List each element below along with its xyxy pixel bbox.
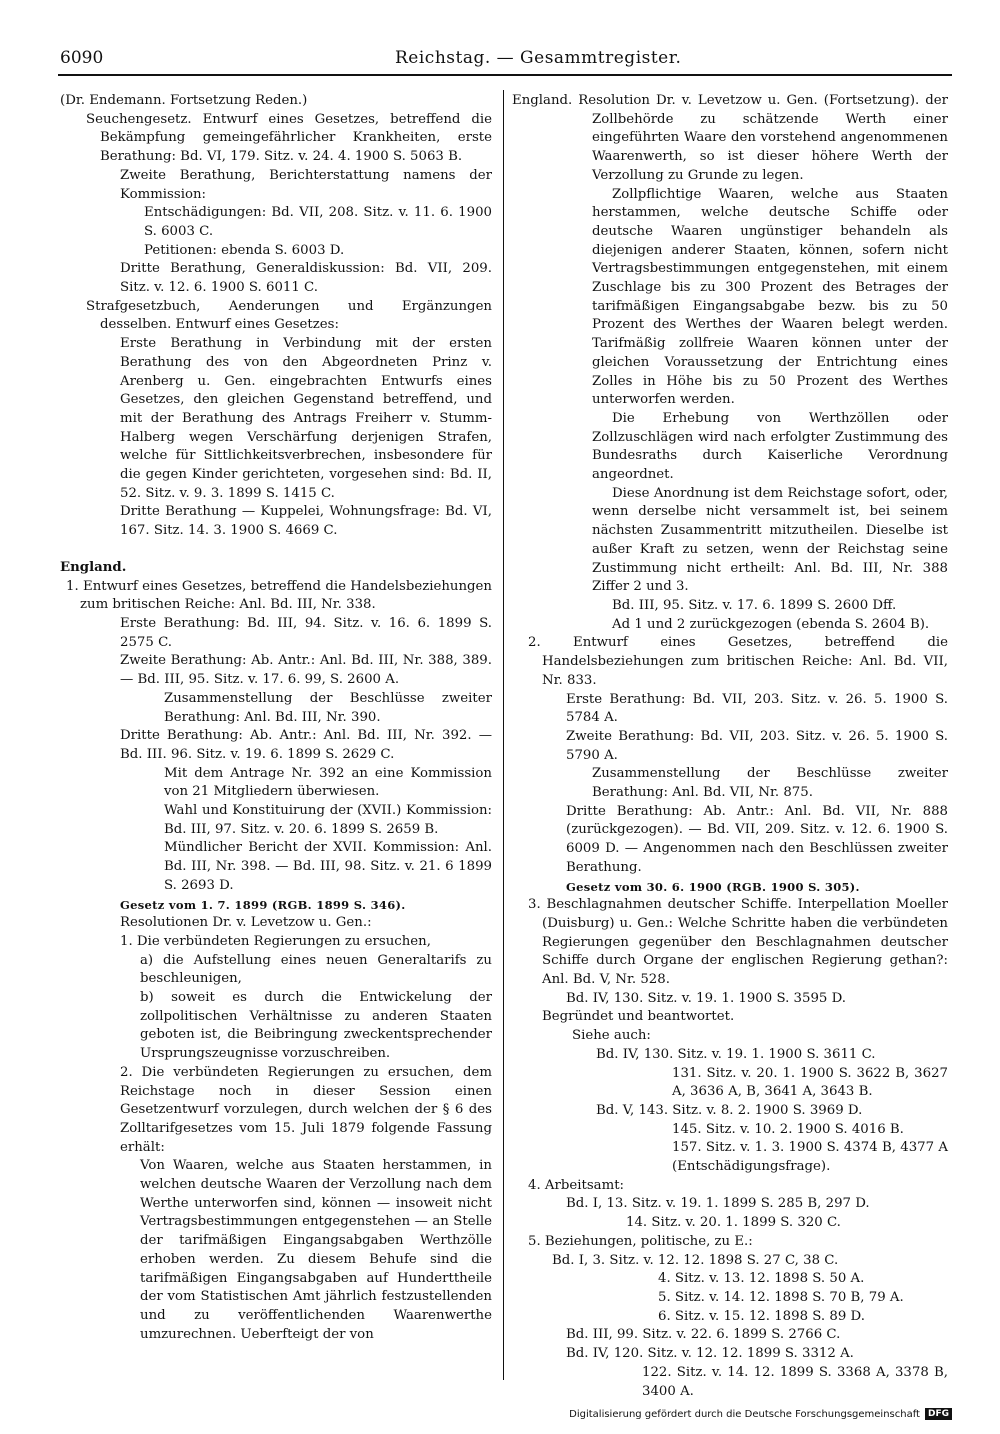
index-entry: b) soweit es durch die Entwickelung der zollpolitischen Verhältnisse zu anderen Staaten geboten ist, die Beibringung zweckentsprechender Ursprungszeugnisse vorzuschreiben.	[140, 990, 492, 1062]
footer	[569, 1408, 952, 1420]
index-entry: Erste Berathung: Bd. III, 94. Sitz. v. 16. 6. 1899 S. 2575 C.	[120, 615, 492, 650]
index-entry: 14. Sitz. v. 20. 1. 1899 S. 320 C.	[626, 1215, 841, 1231]
index-entry: 4. Sitz. v. 13. 12. 1898 S. 50 A.	[658, 1271, 865, 1287]
section-heading: England.	[60, 559, 127, 575]
index-entry: 1. Die verbündeten Regierungen zu ersuchen,	[120, 933, 431, 949]
index-entry: Bd. III, 95. Sitz. v. 17. 6. 1899 S. 2600 Dff.	[612, 597, 897, 613]
right-column	[512, 92, 948, 1401]
index-entry: 157. Sitz. v. 1. 3. 1900 S. 4374 B, 4377 A (Entschädigungsfrage).	[672, 1140, 948, 1175]
index-entry: 1. Entwurf eines Gesetzes, betreffend die Handelsbeziehungen zum britischen Reiche: Anl. Bd. III, Nr. 338.	[66, 578, 492, 613]
index-entry: 2. Entwurf eines Gesetzes, betreffend die Handelsbeziehungen zum britischen Reiche: Anl. Bd. VII, Nr. 833.	[528, 635, 948, 688]
left-column	[60, 92, 492, 1344]
index-entry: Die Erhebung von Werthzöllen oder Zollzuschlägen wird nach erfolgter Zustimmung des Bundesraths durch Kaiserliche Verordnung angeordnet.	[592, 410, 948, 483]
index-entry: Wahl und Konstituirung der (XVII.) Kommission: Bd. III, 97. Sitz. v. 20. 6. 1899 S. 2659 B.	[164, 803, 492, 837]
column-divider	[503, 90, 504, 1380]
entry-spacer	[60, 541, 492, 559]
index-entry: Von Waaren, welche aus Staaten herstammen, in welchen deutsche Waaren der Verzollung nach dem Werthe unterworfen sind, können — insoweit nicht Vertragsbestimmungen entgegenstehen — an Stelle der tarifmäßigen Eingangsabgaben Werthzölle erhoben werden. Zu diesem Behufe sind die tarifmäßigen Eingangsabgaben auf Hunderttheile der vom Statistischen Amt jährlich festzustellenden und zu veröffentlichenden Waarenwerthe umzurechnen. Ueberfteigt der von	[140, 1158, 492, 1342]
index-entry: a) die Aufstellung eines neuen Generaltarifs zu beschleunigen,	[140, 952, 492, 987]
index-entry: Erste Berathung in Verbindung mit der ersten Berathung des von den Abgeordneten Prinz v. Arenberg u. Gen. eingebrachten Entwurfs eines Gesetzes, den gleichen Gegenstand betreffend, und mit der Berathung des Antrags Freiherr v. Stumm-Halberg wegen Verschärfung derjenigen Strafen, welche für Sittlichkeitsverbrechen, insbesondere für die gegen Kinder gerichteten, vorgesehen sind: Bd. II, 52. Sitz. v. 9. 3. 1899 S. 1415 C.	[120, 336, 492, 501]
index-entry: Dritte Berathung — Kuppelei, Wohnungsfrage: Bd. VI, 167. Sitz. 14. 3. 1900 S. 4669 C.	[120, 504, 492, 539]
dfg-logo: DFG	[925, 1408, 952, 1420]
index-entry: Bd. IV, 130. Sitz. v. 19. 1. 1900 S. 3595 D.	[566, 990, 847, 1006]
index-entry: Dritte Berathung: Ab. Antr.: Anl. Bd. III, Nr. 392. — Bd. III. 96. Sitz. v. 19. 6. 1899 S. 2629 C.	[120, 728, 492, 762]
index-entry: Zusammenstellung der Beschlüsse zweiter Berathung: Anl. Bd. III, Nr. 390.	[164, 690, 492, 725]
footer-credit: Digitalisierung gefördert durch die Deutsche Forschungsgemeinschaft	[569, 1408, 920, 1420]
index-entry: Diese Anordnung ist dem Reichstage sofort, oder, wenn derselbe nicht versammelt ist, bei seinem nächsten Zusammentritt mitzutheilen. Dieselbe ist außer Kraft zu setzen, wenn der Reichstag seine Zustimmung nicht ertheilt: Anl. Bd. III, Nr. 388 Ziffer 2 und 3.	[592, 485, 948, 595]
index-entry: 131. Sitz. v. 20. 1. 1900 S. 3622 B, 3627 A, 3636 A, B, 3641 A, 3643 B.	[672, 1065, 948, 1100]
index-entry: Mit dem Antrage Nr. 392 an eine Kommission von 21 Mitgliedern überwiesen.	[164, 765, 492, 800]
page-number: 6090	[60, 48, 104, 68]
index-entry: Ad 1 und 2 zurückgezogen (ebenda S. 2604 B).	[612, 616, 930, 632]
index-entry: Bd. I, 13. Sitz. v. 19. 1. 1899 S. 285 B, 297 D.	[566, 1196, 870, 1212]
index-entry: Erste Berathung: Bd. VII, 203. Sitz. v. 26. 5. 1900 S. 5784 A.	[566, 691, 948, 726]
index-entry: 4. Arbeitsamt:	[528, 1177, 625, 1193]
index-entry: Bd. V, 143. Sitz. v. 8. 2. 1900 S. 3969 D.	[596, 1102, 863, 1118]
index-entry: Zweite Berathung: Bd. VII, 203. Sitz. v. 26. 5. 1900 S. 5790 A.	[566, 728, 948, 763]
law-reference: Gesetz vom 30. 6. 1900 (RGB. 1900 S. 305).	[566, 879, 860, 894]
index-entry: Bd. IV, 130. Sitz. v. 19. 1. 1900 S. 3611 C.	[596, 1046, 876, 1062]
index-entry: Bd. IV, 120. Sitz. v. 12. 12. 1899 S. 3312 A.	[566, 1346, 854, 1362]
index-entry: (Dr. Endemann. Fortsetzung Reden.)	[60, 93, 308, 108]
index-entry: 5. Sitz. v. 14. 12. 1898 S. 70 B, 79 A.	[658, 1290, 904, 1305]
index-entry: 3. Beschlagnahmen deutscher Schiffe. Interpellation Moeller (Duisburg) u. Gen.: Welche Schritte haben die verbündeten Regierungen gegenüber den Beschlagnahmen deutscher Schiffe durch Organe der englischen Regierung gethan?: Anl. Bd. V, Nr. 528.	[528, 897, 948, 988]
index-entry: 6. Sitz. v. 15. 12. 1898 S. 89 D.	[658, 1308, 865, 1324]
index-entry: Zollpflichtige Waaren, welche aus Staaten herstammen, welche deutsche Schiffe oder deutsche Waaren ungünstiger behandeln als diejenigen anderer Staaten, können, sofern nicht Vertragsbestimmungen entgegenstehen, mit einem Zuschlage bis zu 300 Prozent des Betrages der tarifmäßigen Eingangsabgabe bezw. bis zu 50 Prozent des Werthes der Waaren belegt werden. Tarifmäßig zollfreie Waaren können unter der gleichen Voraussetzung der Entrichtung eines Zolles in Höhe bis zu 50 Prozent des Werthes unterworfen werden.	[592, 186, 948, 408]
index-entry: 5. Beziehungen, politische, zu E.:	[528, 1233, 753, 1249]
index-entry: 145. Sitz. v. 10. 2. 1900 S. 4016 B.	[672, 1121, 904, 1137]
index-entry: Mündlicher Bericht der XVII. Kommission: Anl. Bd. III, Nr. 398. — Bd. III, 98. Sitz. v. 21. 6 1899 S. 2693 D.	[164, 840, 492, 893]
index-entry: 122. Sitz. v. 14. 12. 1899 S. 3368 A, 3378 B, 3400 A.	[642, 1364, 948, 1399]
index-entry: Siehe auch:	[572, 1028, 651, 1044]
index-entry: Zweite Berathung: Ab. Antr.: Anl. Bd. III, Nr. 388, 389. — Bd. III, 95. Sitz. v. 17. 6. 99, S. 2600 A.	[120, 653, 492, 688]
index-entry: England. Resolution Dr. v. Levetzow u. Gen. (Fortsetzung). der Zollbehörde zu schätzende Werth einer eingeführten Waare den vorstehend angenommenen Waarenwerth, so ist dieser höhere Werth der Verzollung zu Grunde zu legen.	[512, 93, 948, 183]
index-entry: Entschädigungen: Bd. VII, 208. Sitz. v. 11. 6. 1900 S. 6003 C.	[144, 205, 492, 239]
index-entry: Seuchengesetz. Entwurf eines Gesetzes, betreffend die Bekämpfung gemeingefährlicher Krankheiten, erste Berathung: Bd. VI, 179. Sitz. v. 24. 4. 1900 S. 5063 B.	[86, 111, 492, 165]
index-entry: Strafgesetzbuch, Aenderungen und Ergänzungen desselben. Entwurf eines Gesetzes:	[86, 298, 492, 333]
index-entry: Bd. III, 99. Sitz. v. 22. 6. 1899 S. 2766 C.	[566, 1327, 841, 1343]
index-entry: Zusammenstellung der Beschlüsse zweiter Berathung: Anl. Bd. VII, Nr. 875.	[592, 766, 948, 801]
index-entry: Dritte Berathung, Generaldiskussion: Bd. VII, 209. Sitz. v. 12. 6. 1900 S. 6011 C.	[120, 261, 492, 296]
index-entry: Dritte Berathung: Ab. Antr.: Anl. Bd. VII, Nr. 888 (zurückgezogen). — Bd. VII, 209. Sitz. v. 12. 6. 1900 S. 6009 D. — Angenommen nach den Beschlüssen zweiter Berathung.	[566, 803, 948, 875]
index-entry: Petitionen: ebenda S. 6003 D.	[144, 242, 345, 258]
index-entry: Resolutionen Dr. v. Levetzow u. Gen.:	[120, 915, 372, 931]
header-rule	[58, 74, 952, 76]
running-title: Reichstag. — Gesammtregister.	[395, 48, 682, 68]
law-reference: Gesetz vom 1. 7. 1899 (RGB. 1899 S. 346).	[120, 897, 406, 912]
index-entry: Zweite Berathung, Berichterstattung namens der Kommission:	[120, 167, 492, 202]
index-entry: Bd. I, 3. Sitz. v. 12. 12. 1898 S. 27 C, 38 C.	[552, 1252, 839, 1268]
index-entry: 2. Die verbündeten Regierungen zu ersuchen, dem Reichstage noch in dieser Session einen Gesetzentwurf vorzulegen, durch welchen der § 6 des Zolltarifgesetzes vom 15. Juli 1879 folgende Fassung erhält:	[120, 1064, 492, 1155]
index-entry: Begründet und beantwortet.	[542, 1009, 735, 1025]
